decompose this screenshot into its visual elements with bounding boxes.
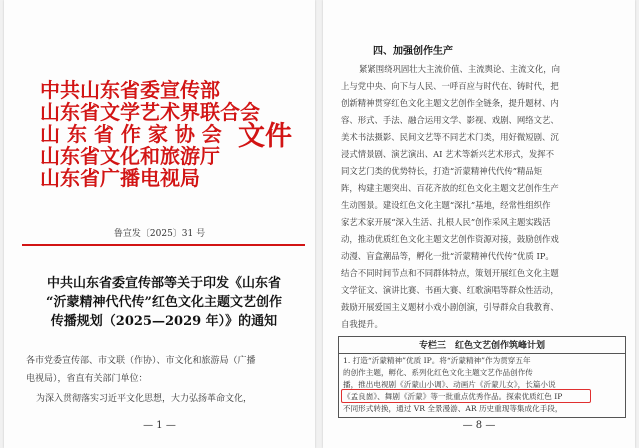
body-text-line: 各市党委宣传部、市文联（作协）、市文化和旅游局（广播 — [26, 356, 256, 366]
notice-title-line: “沂蒙精神代代传”红色文化主题文艺创作 — [46, 295, 282, 310]
left-document-page — [4, 0, 315, 448]
column-box-line: 1. 打造“沂蒙精神”优质 IP。将“沂蒙精神”作为贯穿五年 — [343, 356, 531, 365]
column-box — [338, 336, 626, 418]
paragraph-line: 同文艺门类的优势特长，打造“沂蒙精神代代传”精品矩 — [341, 166, 543, 176]
paragraph-line: 浸式情景剧、演艺演出、AI 艺术等新兴艺术形式，发挥不 — [341, 149, 555, 159]
issuer-line: 山 东 省 作 家 协 会 — [40, 122, 222, 146]
column-box-line: 不同形式转换，通过 VR 全景漫游、AR 历史重现等集成化手段， — [343, 404, 563, 413]
section-heading: 四、加强创作生产 — [373, 46, 453, 57]
red-divider — [22, 244, 305, 246]
notice-title-line: 中共山东省委宣传部等关于印发《山东省 — [46, 276, 281, 291]
paragraph-line: 阵，构建主题突出、百花齐放的红色文化主题文艺创作生产 — [341, 183, 559, 193]
paragraph-line: 动漫、盲盒潮品等，孵化一批“沂蒙精神代代传”优质 IP。 — [341, 251, 554, 261]
paragraph-line: 家艺术家开展“深入生活、扎根人民”创作采风主题实践活 — [341, 217, 551, 227]
issuer-line: 山东省文学艺术界联合会 — [40, 100, 260, 124]
column-box-line: 的创作主题，孵化、系列化红色文化主题文艺作品创作传 — [343, 368, 533, 377]
column-box-title: 专栏三 红色文艺创作筑峰计划 — [339, 339, 625, 354]
issuer-line: 山东省广播电视局 — [40, 166, 200, 190]
paragraph-line: 上与党中央、向下与人民、一呼百应与时代在、铸时代，把 — [341, 81, 559, 91]
paragraph-line: 结合不同时间节点和不同群体特点，策划开展红色文化主题 — [341, 268, 559, 278]
document-number: 鲁宣发〔2025〕31 号 — [113, 229, 206, 239]
notice-title — [34, 274, 294, 331]
paragraph-line: 美术书法摄影、民间文艺等不同艺术门类，用好微短剧、沉 — [341, 132, 559, 142]
paragraph-line: 动，推动优质红色文化主题文艺创作资源对接，鼓励创作戏 — [341, 234, 559, 244]
body-text-line: 为深入贯彻落实习近平文化思想，大力弘扬革命文化， — [36, 394, 253, 404]
issuer-line: 中共山东省委宣传部 — [40, 78, 220, 102]
page-number: — 8 — — [462, 420, 496, 431]
document-label: 文件 — [238, 121, 292, 152]
paragraph-line: 自我提升。 — [341, 319, 383, 329]
column-box-line: 《孟良崮》、舞剧《沂蒙》等一批重点优秀作品。探索优质红色 IP — [343, 392, 563, 401]
paragraph-line: 鼓励开展爱国主义题材小戏小剧创演，引导群众自我教育、 — [341, 302, 559, 312]
paragraph-line: 生动图景。建设红色文化主题“深扎”基地，经常性组织作 — [341, 200, 551, 210]
red-highlight-outline — [341, 389, 591, 403]
body-text-line: 电视局），省直有关部门单位： — [26, 374, 148, 384]
issuer-block — [40, 78, 310, 198]
notice-title-line: 传播规划（2025—2029 年）》的通知 — [50, 314, 278, 329]
paragraph-line: 紧紧围绕巩固壮大主流价值、主流舆论、主流文化，向 — [359, 64, 560, 74]
right-document-page — [323, 0, 635, 448]
paragraph-line: 容、形式、手法、融合运用文学、影视、戏剧、网络文艺、 — [341, 115, 559, 125]
column-box-line: 播，推出电视剧《沂蒙山小调》、动画片《沂蒙儿女》，长篇小说 — [343, 380, 556, 389]
paragraph-line: 文学征文、演讲比赛、书画大赛、红歌演唱等群众性活动， — [341, 285, 559, 295]
paragraph-line: 创新精神贯穿红色文化主题文艺创作全链条，提升题材、内 — [341, 98, 559, 108]
page-number: — 1 — — [143, 420, 176, 431]
issuer-line: 山东省文化和旅游厅 — [40, 144, 220, 168]
